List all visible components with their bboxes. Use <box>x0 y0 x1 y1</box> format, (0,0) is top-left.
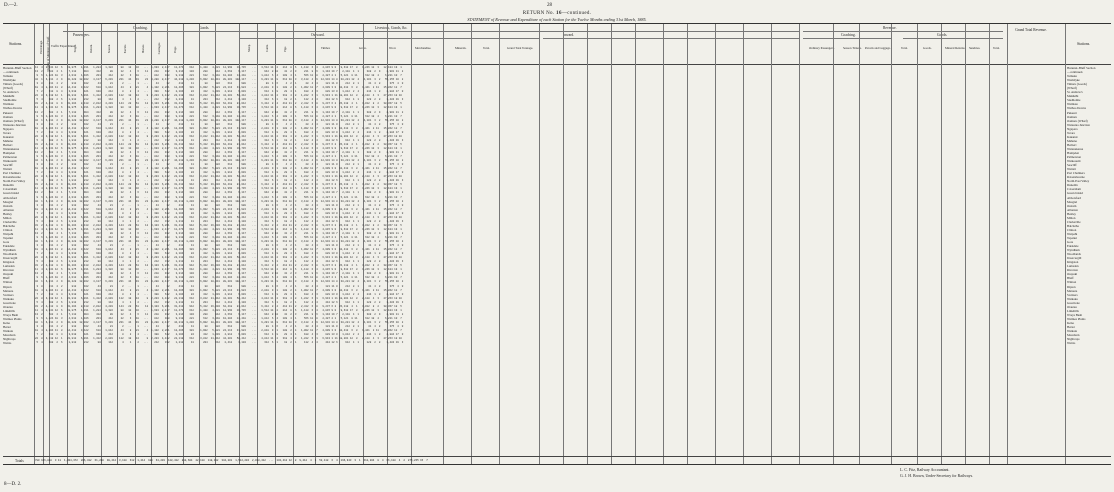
sub-heading-pigs: Pigs. <box>283 46 287 52</box>
sub-heading-dogs: Dogs. <box>173 46 177 54</box>
sub-heading-staff: Number of Members of Staff. <box>46 36 50 72</box>
right-station-name: Kakanui <box>1067 134 1078 139</box>
table-row: 31 2 4,412 8 9 31,204 8,118 2,012 4,201 144 28 61 12 3,104 6,201 31,412 912 5,412 16,204 62,418 81,012 ... 6,412 8 4 412 11 2 2,412 6 8 9,237 6 2 26,118 4 1 3,012 8 2 38,367 18 5 <box>35 183 402 187</box>
right-station-name: Winton <box>1067 280 1077 285</box>
table-row: 9 6 1,224 18 3 4,012 1,106 201 412 22 3 18 ... 812 488 9,118 221 612 3,118 10,204 14,418 ... 1,812 6 4 108 4 1 566 11 8 2,487 2 1 5,121 8 11 612 18 4 6,221 10 7 <box>35 74 402 78</box>
station-names-left <box>3 66 33 345</box>
left-station-name: Waimate <box>3 102 14 107</box>
group-heading-coaching: Coaching. <box>133 26 148 30</box>
sub-heading-parcels: Parcels. <box>123 44 127 54</box>
sub-heading-carriages: Carriages. <box>157 42 161 55</box>
right-station-name: Waikaia <box>1067 329 1078 334</box>
left-station-name: Pukeuri <box>3 110 13 115</box>
left-station-name: Dipton <box>3 284 12 289</box>
group-heading-livestock: Livestock, Goods, &c. <box>375 26 408 30</box>
left-station-name: Winton <box>3 280 13 285</box>
table-row: 22 8 3,118 12 1 22,812 6,011 1,412 2,801 112 18 44 8 2,204 4,412 22,118 612 3,812 11,012 44,201 58,412 ... 4,812 11 2 318 4 8 1,812 6 1 6,943 1 11 18,201 12 8 2,118 4 3 27,263 18 10 <box>35 94 402 98</box>
table-row: 22 8 3,118 12 1 22,812 6,011 1,412 2,801 112 18 44 8 2,204 4,412 22,118 612 3,812 11,012 44,201 58,412 ... 4,812 11 2 318 4 8 1,812 6 1 6,943 1 11 18,201 12 8 2,118 4 3 27,263 18 10 <box>35 175 402 179</box>
table-row: 11 4 2,941 12 6 19,875 4,311 1,284 1,322 88 12 32 ... 1,604 2,117 11,473 612 1,428 4,221 12,960 19,745 ... 3,512 14 2 214 8 6 1,118 6 4 4,845 9 0 9,612 17 8 1,246 12 3 12,104 19 1 <box>35 227 402 231</box>
table-row: 22 8 3,118 12 1 22,812 6,011 1,412 2,801 112 18 44 8 2,204 4,412 22,118 612 3,812 11,012 44,201 58,412 ... 4,812 11 2 318 4 8 1,812 6 1 6,943 1 11 18,201 12 8 2,118 4 3 27,263 18 10 <box>35 256 402 260</box>
table-row: 13 2 582 4 1 7,112 984 412 88 12 4 6 11 218 912 3,214 104 288 812 4,662 6,117 ... 942 8 10 41 2 3 211 8 6 1,194 19 7 2,118 4 1 388 2 9 2,901 11 2 <box>35 110 404 114</box>
left-station-name: Herbert <box>3 142 13 147</box>
table-row: 18 4 2,204 11 8 14,412 3,122 618 1,812 44 8 21 4 1,102 2,201 12,406 381 1,902 5,821 24,113 31,924 ... 2,818 9 1 188 2 4 1,002 11 7 4,009 3 0 10,412 6 8 1,441 2 11 15,862 12 7 <box>35 167 402 171</box>
table-row: 13 2 582 4 1 7,112 984 412 88 12 4 6 11 218 912 3,214 104 288 812 4,662 6,117 ... 942 8 10 41 2 3 211 8 6 1,194 19 7 2,118 4 1 388 2 9 2,901 11 2 <box>35 70 404 74</box>
table-row: 7 2 612 8 4 3,018 421 108 212 8 2 4 ... 388 612 2,104 84 412 1,201 4,812 6,001 ... 612 4 8 28 4 1 188 4 3 828 13 0 1,812 2 4 244 1 8 2,884 17 0 <box>35 211 404 215</box>
table-row: 18 4 2,204 11 8 14,412 3,122 618 1,812 44 8 21 4 1,102 2,201 12,406 381 1,902 5,821 24,113 31,924 ... 2,818 9 1 188 2 4 1,002 11 7 4,009 3 0 10,412 6 8 1,441 2 11 15,862 12 7 <box>35 86 402 90</box>
right-station-name: Heriot <box>1067 325 1075 329</box>
right-station-name: —continued. <box>1067 70 1084 75</box>
table-row: 42 1 6,811 2 9 41,228 12,042 4,117 6,201 201 44 91 22 4,288 8,117 44,218 1,204 6,902 18,441 88,201 102,117 ... 9,201 11 8 612 18 3 3,118 4 9 12,932 14 8 38,221 12 4 4,101 3 2 55,255 10 2 <box>35 199 404 203</box>
left-station-name: Orepuki <box>3 272 14 277</box>
right-station-name: Seacliff <box>1067 163 1077 168</box>
table-row: 11 4 2,941 12 6 19,875 4,311 1,284 1,322 88 12 32 ... 1,604 2,117 11,473 612 1,428 4,221 12,960 19,745 ... 3,512 14 2 214 8 6 1,118 6 4 4,845 9 0 9,612 17 8 1,246 12 3 12,104 19 1 <box>35 308 402 312</box>
sub-heading-coaching-total: Total. <box>901 46 908 50</box>
right-stations-heading: Stations. <box>1077 42 1091 46</box>
right-station-name: Mosgiel <box>1067 199 1078 204</box>
table-row: 3 8 211 4 2 812 102 44 21 2 .. 1 ... 44 12 412 11 88 122 612 988 ... 88 4 6 4 2 1 28 4 4 121 11 0 212 8 1 41 4 8 375 4 0 <box>35 244 404 248</box>
left-station-name: Makikihi <box>3 94 15 99</box>
totals-label: Totals <box>15 459 24 463</box>
right-station-name: Oamaru (Wharf) <box>1067 118 1088 123</box>
right-station-name: Wreys Bush <box>1067 312 1083 317</box>
table-row: 9 6 1,224 18 3 4,012 1,106 201 412 22 3 18 ... 812 488 9,118 221 612 3,118 10,204 14,418 ... 1,812 6 4 108 4 1 566 11 8 2,487 2 1 5,121 8 11 612 18 4 6,221 10 7 <box>35 195 402 199</box>
right-station-name: Tapanui <box>1067 235 1077 240</box>
right-station-name: Hampden <box>1067 150 1080 155</box>
right-station-name: Ngapara <box>1067 126 1078 131</box>
statistics-table <box>3 23 1111 465</box>
left-station-name: Waihao Downs <box>3 106 22 111</box>
right-station-name: Waihao Downs <box>1067 106 1086 111</box>
left-station-name: Nightcaps <box>3 337 16 342</box>
right-station-name: Nightcaps <box>1067 337 1080 342</box>
table-row: 31 2 4,412 8 9 31,204 8,118 2,012 4,201 144 28 61 12 3,104 6,201 31,412 912 5,412 16,204 62,418 81,012 ... 6,412 8 4 412 11 2 2,412 6 8 9,237 6 2 26,118 4 1 3,012 8 2 38,367 18 5 <box>35 264 402 268</box>
right-station-name: Milton <box>1067 215 1076 220</box>
table-row: 42 1 6,811 2 9 41,228 12,042 4,117 6,201 201 44 91 22 4,288 8,117 44,218 1,204 6,902 18,441 88,201 102,117 ... 9,201 11 8 612 18 3 3,118 4 9 12,932 14 8 38,221 12 4 4,101 3 2 55,255 10 2 <box>35 280 404 284</box>
right-station-name: Edendale <box>1067 244 1079 249</box>
table-row: 7 2 612 8 4 3,018 421 108 212 8 2 4 ... 388 612 2,104 84 412 1,201 4,812 6,001 ... 612 4 8 28 4 1 188 4 3 828 13 0 1,812 2 4 244 1 8 2,884 17 0 <box>35 252 404 256</box>
right-station-name: Caversham <box>1067 187 1081 192</box>
table-row: 9 6 1,224 18 3 4,012 1,106 201 412 22 3 18 ... 812 488 9,118 221 612 3,118 10,204 14,418 ... 1,812 6 4 108 4 1 566 11 8 2,487 2 1 5,121 8 11 612 18 4 6,221 10 7 <box>35 316 402 320</box>
left-station-name: Balclutha <box>3 223 15 228</box>
totals-values: 780 166,818 3 11 1,004,372 286,412 61,208 98,412 3,118 612 1,214 188 64,201 128,412 812,604 22,118 118,412 344,201 1,512,204 2,018,412 ... 134,412 12 8 9,412 4 1 52,118 6 4 196,943 3 1 612,204 8 4 66,118 4 2 875,265 15 7 <box>35 459 428 462</box>
right-station-name: Kelso <box>1067 320 1075 325</box>
table-row: 7 2 612 8 4 3,018 421 108 212 8 2 4 ... 388 612 2,104 84 412 1,201 4,812 6,001 ... 612 4 8 28 4 1 188 4 3 828 13 0 1,812 2 4 244 1 8 2,884 17 0 <box>35 333 404 337</box>
sub-heading-horses: Horses. <box>141 44 145 54</box>
left-station-name: Ngapara <box>3 126 14 131</box>
sub-heading-parcels-luggage: Parcels and Luggage. <box>865 46 891 50</box>
right-station-name: Waikouaiti <box>1067 159 1081 164</box>
left-station-name: Mataura <box>3 288 14 293</box>
right-station-name: Otautau <box>1067 304 1077 309</box>
left-station-name: Edendale <box>3 244 15 249</box>
table-row: 11 4 2,941 12 6 19,875 4,311 1,284 1,322 88 12 32 ... 1,604 2,117 11,473 612 1,428 4,221 12,960 19,745 ... 3,512 14 2 214 8 6 1,118 6 4 4,845 9 0 9,612 17 8 1,246 12 3 12,104 19 1 <box>35 66 402 69</box>
right-station-name: Mossburn <box>1067 333 1080 338</box>
left-station-name: Dunedin <box>3 183 14 188</box>
table-row: 13 2 582 4 1 7,112 984 412 88 12 4 6 11 218 912 3,214 104 288 812 4,662 6,117 ... 942 8 10 41 2 3 211 8 6 1,194 19 7 2,118 4 1 388 2 9 2,901 11 2 <box>35 231 404 235</box>
table-body-figures <box>35 66 1065 458</box>
right-station-name: Greenvale <box>1067 300 1080 305</box>
header-rule <box>543 38 799 39</box>
header-rule <box>239 38 539 39</box>
right-station-name: Pukeuri <box>1067 110 1077 115</box>
left-station-name: Waitati <box>3 167 12 172</box>
left-station-name: Seacliff <box>3 163 13 168</box>
right-station-name: Washdyke <box>1067 78 1080 83</box>
table-row: 11 4 2,941 12 6 19,875 4,311 1,284 1,322 88 12 32 ... 1,604 2,117 11,473 612 1,428 4,221 12,960 19,745 ... 3,512 14 2 214 8 6 1,118 6 4 4,845 9 0 9,612 17 8 1,246 12 3 12,104 19 1 <box>35 268 402 272</box>
page-subtitle: STATEMENT of Revenue and Expenditure of each Station for the Twelve Months ending 31st March, 1885. <box>467 17 647 22</box>
left-station-name: Invercargill <box>3 256 18 261</box>
left-station-name: Gore <box>3 240 10 245</box>
table-row: 3 8 211 4 2 812 102 44 21 2 .. 1 ... 44 12 412 11 88 122 612 988 ... 88 4 6 4 2 1 28 4 4 121 11 0 212 8 1 41 4 8 375 4 0 <box>35 325 404 328</box>
table-row: 22 8 3,118 12 1 22,812 6,011 1,412 2,801 112 18 44 8 2,204 4,412 22,118 612 3,812 11,012 44,201 58,412 ... 4,812 11 2 318 4 8 1,812 6 1 6,943 1 11 18,201 12 8 2,118 4 3 27,263 18 10 <box>35 296 402 300</box>
group-heading-passengers: Passengers. <box>73 33 90 37</box>
table-row: 18 4 2,204 11 8 14,412 3,122 618 1,812 44 8 21 4 1,102 2,201 12,406 381 1,902 5,821 24,113 31,924 ... 2,818 9 1 188 2 4 1,002 11 7 4,009 3 0 10,412 6 8 1,441 2 11 15,862 12 7 <box>35 126 402 130</box>
group-heading-goods-left: Goods. <box>199 26 210 30</box>
left-station-name: Wreys Bush <box>3 312 19 317</box>
left-station-name: Hampden <box>3 150 16 155</box>
left-station-name: Outram <box>3 203 13 208</box>
sub-heading-grand-total-tonnage: Grand Total Tonnage. <box>507 46 534 50</box>
left-station-name: Wyndham <box>3 248 16 253</box>
right-station-name: Ravensbourne <box>1067 175 1085 180</box>
right-station-name: Clarksville <box>1067 219 1081 224</box>
left-station-name: Waianakarua <box>3 146 20 151</box>
sub-heading-wool: Wool. <box>389 46 397 50</box>
table-row: 18 4 2,204 11 8 14,412 3,122 618 1,812 44 8 21 4 1,102 2,201 12,406 381 1,902 5,821 24,113 31,924 ... 2,818 9 1 188 2 4 1,002 11 7 4,009 3 0 10,412 6 8 1,441 2 11 15,862 12 7 <box>35 248 402 252</box>
right-station-name: Oamaru <box>1067 114 1077 119</box>
sub-heading-expenditure: Traffic Expenditure. <box>51 44 76 48</box>
page-number: 28 <box>547 3 552 8</box>
group-heading-inward: Inward. <box>563 33 575 37</box>
sub-heading-total: Total. <box>483 46 490 50</box>
left-station-name: Mossburn <box>3 333 16 338</box>
header-rule <box>903 38 1003 39</box>
page-header-left: D.—2. <box>4 3 18 8</box>
right-station-name: Wyndham <box>1067 248 1080 253</box>
sub-heading-goods-total: Total. <box>993 46 1000 50</box>
left-station-name: Clarksville <box>3 219 17 224</box>
title-number: 16 <box>555 11 562 16</box>
table-row: 5 4 388 2 6 1,812 212 88 112 4 1 2 ... 212 312 1,212 41 204 612 2,412 3,104 ... 312 6 1 18 2 1 112 4 4 442 12 6 912 4 1 128 2 8 1,483 19 3 <box>35 219 404 223</box>
signature-accountant: L. C. Fitz, Railway Accountant. <box>900 468 950 472</box>
left-station-name: Waikouaiti <box>3 159 17 164</box>
left-station-name: Limehills <box>3 308 15 313</box>
column-rule <box>1065 24 1066 464</box>
left-station-name: Hurunui–Bluff Section <box>3 66 32 70</box>
right-station-name: Waimea Plains <box>1067 316 1086 321</box>
table-row: 18 4 2,204 11 8 14,412 3,122 618 1,812 44 8 21 4 1,102 2,201 12,406 381 1,902 5,821 24,113 31,924 ... 2,818 9 1 188 2 4 1,002 11 7 4,009 3 0 10,412 6 8 1,441 2 11 15,862 12 7 <box>35 329 402 333</box>
group-heading-grand-total: Grand Total Revenue. <box>1015 28 1047 32</box>
right-station-name: Totara <box>1067 130 1075 135</box>
table-row: 42 1 6,811 2 9 41,228 12,042 4,117 6,201 201 44 91 22 4,288 8,117 44,218 1,204 6,902 18,441 88,201 102,117 ... 9,201 11 8 612 18 3 3,118 4 9 12,932 14 8 38,221 12 4 4,101 3 2 55,255 10 2 <box>35 118 404 122</box>
table-row: 22 8 3,118 12 1 22,812 6,011 1,412 2,801 112 18 44 8 2,204 4,412 22,118 612 3,812 11,012 44,201 58,412 ... 4,812 11 2 318 4 8 1,812 6 1 6,943 1 11 18,201 12 8 2,118 4 3 27,263 18 10 <box>35 134 402 138</box>
left-station-name: Kakanui <box>3 134 14 139</box>
sub-heading-minerals: Minerals. <box>455 46 467 50</box>
right-station-name: Waimate <box>1067 102 1078 107</box>
left-station-name: Henley <box>3 211 12 216</box>
right-station-name: Waiareka Junction <box>1067 122 1090 127</box>
table-row: 7 2 612 8 4 3,018 421 108 212 8 2 4 ... 388 612 2,104 84 412 1,201 4,812 6,001 ... 612 4 8 28 4 1 188 4 3 828 13 0 1,812 2 4 244 1 8 2,884 17 0 <box>35 292 404 296</box>
table-row: 7 2 612 8 4 3,018 421 108 212 8 2 4 ... 388 612 2,104 84 412 1,201 4,812 6,001 ... 612 4 8 28 4 1 188 4 3 828 13 0 1,812 2 4 244 1 8 2,884 17 0 <box>35 90 404 94</box>
left-station-name: Ravensbourne <box>3 175 21 180</box>
table-row: 31 2 4,412 8 9 31,204 8,118 2,012 4,201 144 28 61 12 3,104 6,201 31,412 912 5,412 16,204 62,418 81,012 ... 6,412 8 4 412 11 2 2,412 6 8 9,237 6 2 26,118 4 1 3,012 8 2 38,367 18 5 <box>35 142 402 146</box>
table-row: 11 4 2,941 12 6 19,875 4,311 1,284 1,322 88 12 32 ... 1,604 2,117 11,473 612 1,428 4,221 12,960 19,745 ... 3,512 14 2 214 8 6 1,118 6 4 4,845 9 0 9,612 17 8 1,246 12 3 12,104 19 1 <box>35 187 402 191</box>
right-station-name: Temuka <box>1067 74 1077 79</box>
group-heading-outward: Outward. <box>311 33 325 37</box>
right-station-name: (Wharf) <box>1067 86 1077 91</box>
sub-heading-sheep: Sheep. <box>247 44 251 53</box>
table-row: 3 8 211 4 2 812 102 44 21 2 .. 1 ... 44 12 412 11 88 122 612 988 ... 88 4 6 4 2 1 28 4 4 121 11 0 212 8 1 41 4 8 375 4 0 <box>35 203 404 207</box>
right-station-name: Abbotsford <box>1067 195 1082 200</box>
sub-heading-mineral-returns: Mineral Returns. <box>945 46 966 50</box>
table-row: 5 4 388 2 6 1,812 212 88 112 4 1 2 ... 212 312 1,212 41 204 612 2,412 3,104 ... 312 6 1 18 2 1 112 4 4 442 12 6 912 4 1 128 2 8 1,483 19 3 <box>35 138 404 142</box>
left-station-name: Waipahi <box>3 231 14 236</box>
left-station-name: Waikaia <box>3 329 14 334</box>
right-station-name: St. Andrew's <box>1067 90 1083 95</box>
right-station-name: Herbert <box>1067 142 1077 147</box>
station-names-right <box>1067 66 1111 345</box>
left-station-name: (Wharf) <box>3 86 13 91</box>
table-row: 42 1 6,811 2 9 41,228 12,042 4,117 6,201 201 44 91 22 4,288 8,117 44,218 1,204 6,902 18,441 88,201 102,117 ... 9,201 11 8 612 18 3 3,118 4 9 12,932 14 8 38,221 12 4 4,101 3 2 55,255 10 2 <box>35 240 404 244</box>
table-row: 3 8 211 4 2 812 102 44 21 2 .. 1 ... 44 12 412 11 88 122 612 988 ... 88 4 6 4 2 1 28 4 4 121 11 0 212 8 1 41 4 8 375 4 0 <box>35 122 404 126</box>
sub-heading-season-tickets: Season Tickets. <box>843 46 862 50</box>
right-station-name: Kingston <box>1067 260 1079 265</box>
table-row: 5 4 388 2 6 1,812 212 88 112 4 1 2 ... 212 312 1,212 41 204 612 2,412 3,104 ... 312 6 1 18 2 1 112 4 4 442 12 6 912 4 1 128 2 8 1,483 19 3 <box>35 341 404 345</box>
right-station-name: Balclutha <box>1067 223 1079 228</box>
sub-heading-merchandise: Merchandise. <box>415 46 432 50</box>
table-row: 13 2 582 4 1 7,112 984 412 88 12 4 6 11 218 912 3,214 104 288 812 4,662 6,117 ... 942 8 10 41 2 3 211 8 6 1,194 19 7 2,118 4 1 388 2 9 2,901 11 2 <box>35 150 404 154</box>
left-station-name: Palmerston <box>3 155 17 160</box>
right-station-name: Woodlands <box>1067 252 1081 257</box>
left-station-name: Totara <box>3 130 11 135</box>
right-station-name: Studholme <box>1067 98 1081 103</box>
table-row: 13 2 582 4 1 7,112 984 412 88 12 4 6 11 218 912 3,214 104 288 812 4,662 6,117 ... 942 8 10 41 2 3 211 8 6 1,194 19 7 2,118 4 1 388 2 9 2,901 11 2 <box>35 272 404 276</box>
right-station-name: Timaru (Goods) <box>1067 82 1087 87</box>
page-title <box>0 11 1114 16</box>
right-station-name: Dunedin <box>1067 183 1078 188</box>
sub-heading-cattle: Cattle. <box>265 44 269 52</box>
page-footer-left: 8—D. 2. <box>4 482 22 487</box>
table-row: 18 4 2,204 11 8 14,412 3,122 618 1,812 44 8 21 4 1,102 2,201 12,406 381 1,902 5,821 24,113 31,924 ... 2,818 9 1 188 2 4 1,002 11 7 4,009 3 0 10,412 6 8 1,441 2 11 15,862 12 7 <box>35 288 402 292</box>
table-row: 31 2 4,412 8 9 31,204 8,118 2,012 4,201 144 28 61 12 3,104 6,201 31,412 912 5,412 16,204 62,418 81,012 ... 6,412 8 4 412 11 2 2,412 6 8 9,237 6 2 26,118 4 1 3,012 8 2 38,367 18 5 <box>35 304 402 308</box>
table-row: 13 2 582 4 1 7,112 984 412 88 12 4 6 11 218 912 3,214 104 288 812 4,662 6,117 ... 942 8 10 41 2 3 211 8 6 1,194 19 7 2,118 4 1 388 2 9 2,901 11 2 <box>35 312 404 316</box>
sub-heading-percentage: Percentage. <box>39 40 43 54</box>
left-station-name: Green Island <box>3 191 19 196</box>
left-station-name: Bluff <box>3 276 10 281</box>
left-station-name: Greenvale <box>3 300 16 305</box>
left-station-name: North-East Valley <box>3 179 26 184</box>
table-row: 31 2 4,412 8 9 31,204 8,118 2,012 4,201 144 28 61 12 3,104 6,201 31,412 912 5,412 16,204 62,418 81,012 ... 6,412 8 4 412 11 2 2,412 6 8 9,237 6 2 26,118 4 1 3,012 8 2 38,367 18 5 <box>35 223 402 227</box>
left-station-name: Waimea Plains <box>3 316 22 321</box>
table-row: 42 1 6,811 2 9 41,228 12,042 4,117 6,201 201 44 91 22 4,288 8,117 44,218 1,204 6,902 18,441 88,201 102,117 ... 9,201 11 8 612 18 3 3,118 4 9 12,932 14 8 38,221 12 4 4,101 3 2 55,255 10 2 <box>35 159 404 163</box>
left-station-name: Tapanui <box>3 235 13 240</box>
right-station-name: Hurunui–Bluff Section <box>1067 66 1096 70</box>
table-row: 42 1 6,811 2 9 41,228 12,042 4,117 6,201 201 44 91 22 4,288 8,117 44,218 1,204 6,902 18,441 88,201 102,117 ... 9,201 11 8 612 18 3 3,118 4 9 12,932 14 8 38,221 12 4 4,101 3 2 55,255 10 2 <box>35 78 404 82</box>
right-station-name: Switzers <box>1067 292 1078 297</box>
left-station-name: St. Andrew's <box>3 90 19 95</box>
sub-heading-ordinary-passengers: Ordinary Passengers. <box>809 46 835 50</box>
table-row: 5 4 388 2 6 1,812 212 88 112 4 1 2 ... 212 312 1,212 41 204 612 2,412 3,104 ... 312 6 1 18 2 1 112 4 4 442 12 6 912 4 1 128 2 8 1,483 19 3 <box>35 300 404 304</box>
signature-under-secretary: G. J. H. Brown, Under-Secretary for Railways. <box>900 474 974 478</box>
left-station-name: Mosgiel <box>3 199 14 204</box>
left-station-name: Clinton <box>3 227 13 232</box>
left-station-name: Wairio <box>3 341 12 346</box>
sub-heading-return: Return. <box>89 44 93 53</box>
right-station-name: Gore <box>1067 240 1074 245</box>
table-row: 9 6 1,224 18 3 4,012 1,106 201 412 22 3 18 ... 812 488 9,118 221 612 3,118 10,204 14,418 ... 1,812 6 4 108 4 1 566 11 8 2,487 2 1 5,121 8 11 612 18 4 6,221 10 7 <box>35 235 402 239</box>
table-row: 3 8 211 4 2 812 102 44 21 2 .. 1 ... 44 12 412 11 88 122 612 988 ... 88 4 6 4 2 1 28 4 4 121 11 0 212 8 1 41 4 8 375 4 0 <box>35 284 404 288</box>
left-stations-heading: Stations. <box>9 42 23 46</box>
left-station-name: Abbotsford <box>3 195 18 200</box>
left-station-name: Port Chalmers <box>3 171 21 176</box>
table-row: 18 4 2,204 11 8 14,412 3,122 618 1,812 44 8 21 4 1,102 2,201 12,406 381 1,902 5,821 24,113 31,924 ... 2,818 9 1 188 2 4 1,002 11 7 4,009 3 0 10,412 6 8 1,441 2 11 15,862 12 7 <box>35 207 402 211</box>
table-row: 5 4 388 2 6 1,812 212 88 112 4 1 2 ... 212 312 1,212 41 204 612 2,412 3,104 ... 312 6 1 18 2 1 112 4 4 442 12 6 912 4 1 128 2 8 1,483 19 3 <box>35 98 404 102</box>
table-row: 7 2 612 8 4 3,018 421 108 212 8 2 4 ... 388 612 2,104 84 412 1,201 4,812 6,001 ... 612 4 8 28 4 1 188 4 3 828 13 0 1,812 2 4 244 1 8 2,884 17 0 <box>35 130 404 134</box>
left-station-name: Kelso <box>3 320 11 325</box>
totals-row <box>3 456 1111 465</box>
sub-heading-single: Single. <box>73 44 77 53</box>
right-station-name: Wairio <box>1067 341 1076 346</box>
group-heading-revenue: Revenue. <box>883 26 897 30</box>
left-station-name: Otautau <box>3 304 13 309</box>
right-station-name: Invercargill <box>1067 256 1082 261</box>
left-station-name: Allanton <box>3 207 14 212</box>
right-station-name: Allanton <box>1067 207 1078 212</box>
left-station-name: Maheno <box>3 138 14 143</box>
table-row: 22 8 3,118 12 1 22,812 6,011 1,412 2,801 112 18 44 8 2,204 4,412 22,118 612 3,812 11,012 44,201 58,412 ... 4,812 11 2 318 4 8 1,812 6 1 6,943 1 11 18,201 12 8 2,118 4 3 27,263 18 10 <box>35 215 402 219</box>
title-suffix: —continued. <box>561 11 592 16</box>
right-station-name: Riverton <box>1067 268 1078 273</box>
left-station-name: Lumsden <box>3 264 15 269</box>
right-station-name: North-East Valley <box>1067 179 1090 184</box>
left-station-name: Milton <box>3 215 12 220</box>
sub-heading-goods: Goods. <box>923 46 932 50</box>
left-station-name: Woodlands <box>3 252 17 257</box>
table-row: 5 4 388 2 6 1,812 212 88 112 4 1 2 ... 212 312 1,212 41 204 612 2,412 3,104 ... 312 6 1 18 2 1 112 4 4 442 12 6 912 4 1 128 2 8 1,483 19 3 <box>35 179 404 183</box>
right-station-name: Outram <box>1067 203 1077 208</box>
left-station-name: Timaru (Goods) <box>3 82 23 87</box>
right-station-name: Palmerston <box>1067 155 1081 160</box>
table-row: 13 2 582 4 1 7,112 984 412 88 12 4 6 11 218 912 3,214 104 288 812 4,662 6,117 ... 942 8 10 41 2 3 211 8 6 1,194 19 7 2,118 4 1 388 2 9 2,901 11 2 <box>35 191 404 195</box>
sub-heading-sundries: Sundries. <box>969 46 981 50</box>
group-heading-coaching-revenue: Coaching. <box>841 33 856 37</box>
left-station-name: Riverton <box>3 268 14 273</box>
table-row: 11 4 2,941 12 6 19,875 4,311 1,284 1,322 88 12 32 ... 1,604 2,117 11,473 612 1,428 4,221 12,960 19,745 ... 3,512 14 2 214 8 6 1,118 6 4 4,845 9 0 9,612 17 8 1,246 12 3 12,104 19 1 <box>35 146 402 150</box>
right-station-name: Green Island <box>1067 191 1083 196</box>
table-row: 5 4 388 2 6 1,812 212 88 112 4 1 2 ... 212 312 1,212 41 204 612 2,412 3,104 ... 312 6 1 18 2 1 112 4 4 442 12 6 912 4 1 128 2 8 1,483 19 3 <box>35 260 404 264</box>
left-station-name: Studholme <box>3 98 17 103</box>
group-heading-goods-revenue: Goods. <box>937 33 948 37</box>
left-station-name: Caversham <box>3 187 17 192</box>
table-row: 3 8 211 4 2 812 102 44 21 2 .. 1 ... 44 12 412 11 88 122 612 988 ... 88 4 6 4 2 1 28 4 4 121 11 0 212 8 1 41 4 8 375 4 0 <box>35 82 404 86</box>
left-station-name: Waikaka <box>3 296 14 301</box>
sub-heading-season: Season. <box>107 44 111 54</box>
right-station-name: Maheno <box>1067 138 1078 143</box>
table-row: 9 6 1,224 18 3 4,012 1,106 201 412 22 3 18 ... 812 488 9,118 221 612 3,118 10,204 14,418 ... 1,812 6 4 108 4 1 566 11 8 2,487 2 1 5,121 8 11 612 18 4 6,221 10 7 <box>35 155 402 159</box>
left-station-name: Kingston <box>3 260 15 265</box>
table-row: 9 6 1,224 18 3 4,012 1,106 201 412 22 3 18 ... 812 488 9,118 221 612 3,118 10,204 14,418 ... 1,812 6 4 108 4 1 566 11 8 2,487 2 1 5,121 8 11 612 18 4 6,221 10 7 <box>35 114 402 118</box>
table-row: 7 2 612 8 4 3,018 421 108 212 8 2 4 ... 388 612 2,104 84 412 1,201 4,812 6,001 ... 612 4 8 28 4 1 188 4 3 828 13 0 1,812 2 4 244 1 8 2,884 17 0 <box>35 171 404 175</box>
left-station-name: Washdyke <box>3 78 16 83</box>
right-station-name: Bluff <box>1067 276 1074 281</box>
right-station-name: Lumsden <box>1067 264 1079 269</box>
table-row: 31 2 4,412 8 9 31,204 8,118 2,012 4,201 144 28 61 12 3,104 6,201 31,412 912 5,412 16,204 62,418 81,012 ... 6,412 8 4 412 11 2 2,412 6 8 9,237 6 2 26,118 4 1 3,012 8 2 38,367 18 5 <box>35 102 402 106</box>
left-station-name: Switzers <box>3 292 14 297</box>
table-row: 3 8 211 4 2 812 102 44 21 2 .. 1 ... 44 12 412 11 88 122 612 988 ... 88 4 6 4 2 1 28 4 4 121 11 0 212 8 1 41 4 8 375 4 0 <box>35 163 404 167</box>
table-row: 9 6 1,224 18 3 4,012 1,106 201 412 22 3 18 ... 812 488 9,118 221 612 3,118 10,204 14,418 ... 1,812 6 4 108 4 1 566 11 8 2,487 2 1 5,121 8 11 612 18 4 6,221 10 7 <box>35 276 402 280</box>
right-station-name: Waianakarua <box>1067 146 1084 151</box>
right-station-name: Dipton <box>1067 284 1076 289</box>
sub-heading-grain: Grain. <box>359 46 367 50</box>
sub-heading-timber: Timber. <box>321 46 331 50</box>
table-row: 11 4 2,941 12 6 19,875 4,311 1,284 1,322 88 12 32 ... 1,604 2,117 11,473 612 1,428 4,221 12,960 19,745 ... 3,512 14 2 214 8 6 1,118 6 4 4,845 9 0 9,612 17 8 1,246 12 3 12,104 19 1 <box>35 106 402 110</box>
table-row: 22 8 3,118 12 1 22,812 6,011 1,412 2,801 112 18 44 8 2,204 4,412 22,118 612 3,812 11,012 44,201 58,412 ... 4,812 11 2 318 4 8 1,812 6 1 6,943 1 11 18,201 12 8 2,118 4 3 27,263 18 10 <box>35 337 402 341</box>
right-station-name: Limehills <box>1067 308 1079 313</box>
left-station-name: Oamaru <box>3 114 13 119</box>
left-station-name: Oamaru (Wharf) <box>3 118 24 123</box>
left-station-name: Waiareka Junction <box>3 122 26 127</box>
left-station-name: Temuka <box>3 74 13 79</box>
title-prefix: RETURN No. <box>522 11 555 16</box>
right-station-name: Waikaka <box>1067 296 1078 301</box>
right-station-name: Henley <box>1067 211 1076 216</box>
right-station-name: Waitati <box>1067 167 1076 172</box>
right-station-name: Makikihi <box>1067 94 1079 99</box>
right-station-name: Waipahi <box>1067 231 1078 236</box>
table-row: 42 1 6,811 2 9 41,228 12,042 4,117 6,201 201 44 91 22 4,288 8,117 44,218 1,204 6,902 18,441 88,201 102,117 ... 9,201 11 8 612 18 3 3,118 4 9 12,932 14 8 38,221 12 4 4,101 3 2 55,255 10 2 <box>35 320 404 324</box>
header-rule <box>803 38 891 39</box>
right-station-name: Port Chalmers <box>1067 171 1085 176</box>
right-station-name: Orepuki <box>1067 272 1078 277</box>
right-station-name: Clinton <box>1067 227 1077 232</box>
left-station-name: —continued. <box>3 70 20 75</box>
right-station-name: Mataura <box>1067 288 1078 293</box>
left-station-name: Heriot <box>3 325 11 329</box>
